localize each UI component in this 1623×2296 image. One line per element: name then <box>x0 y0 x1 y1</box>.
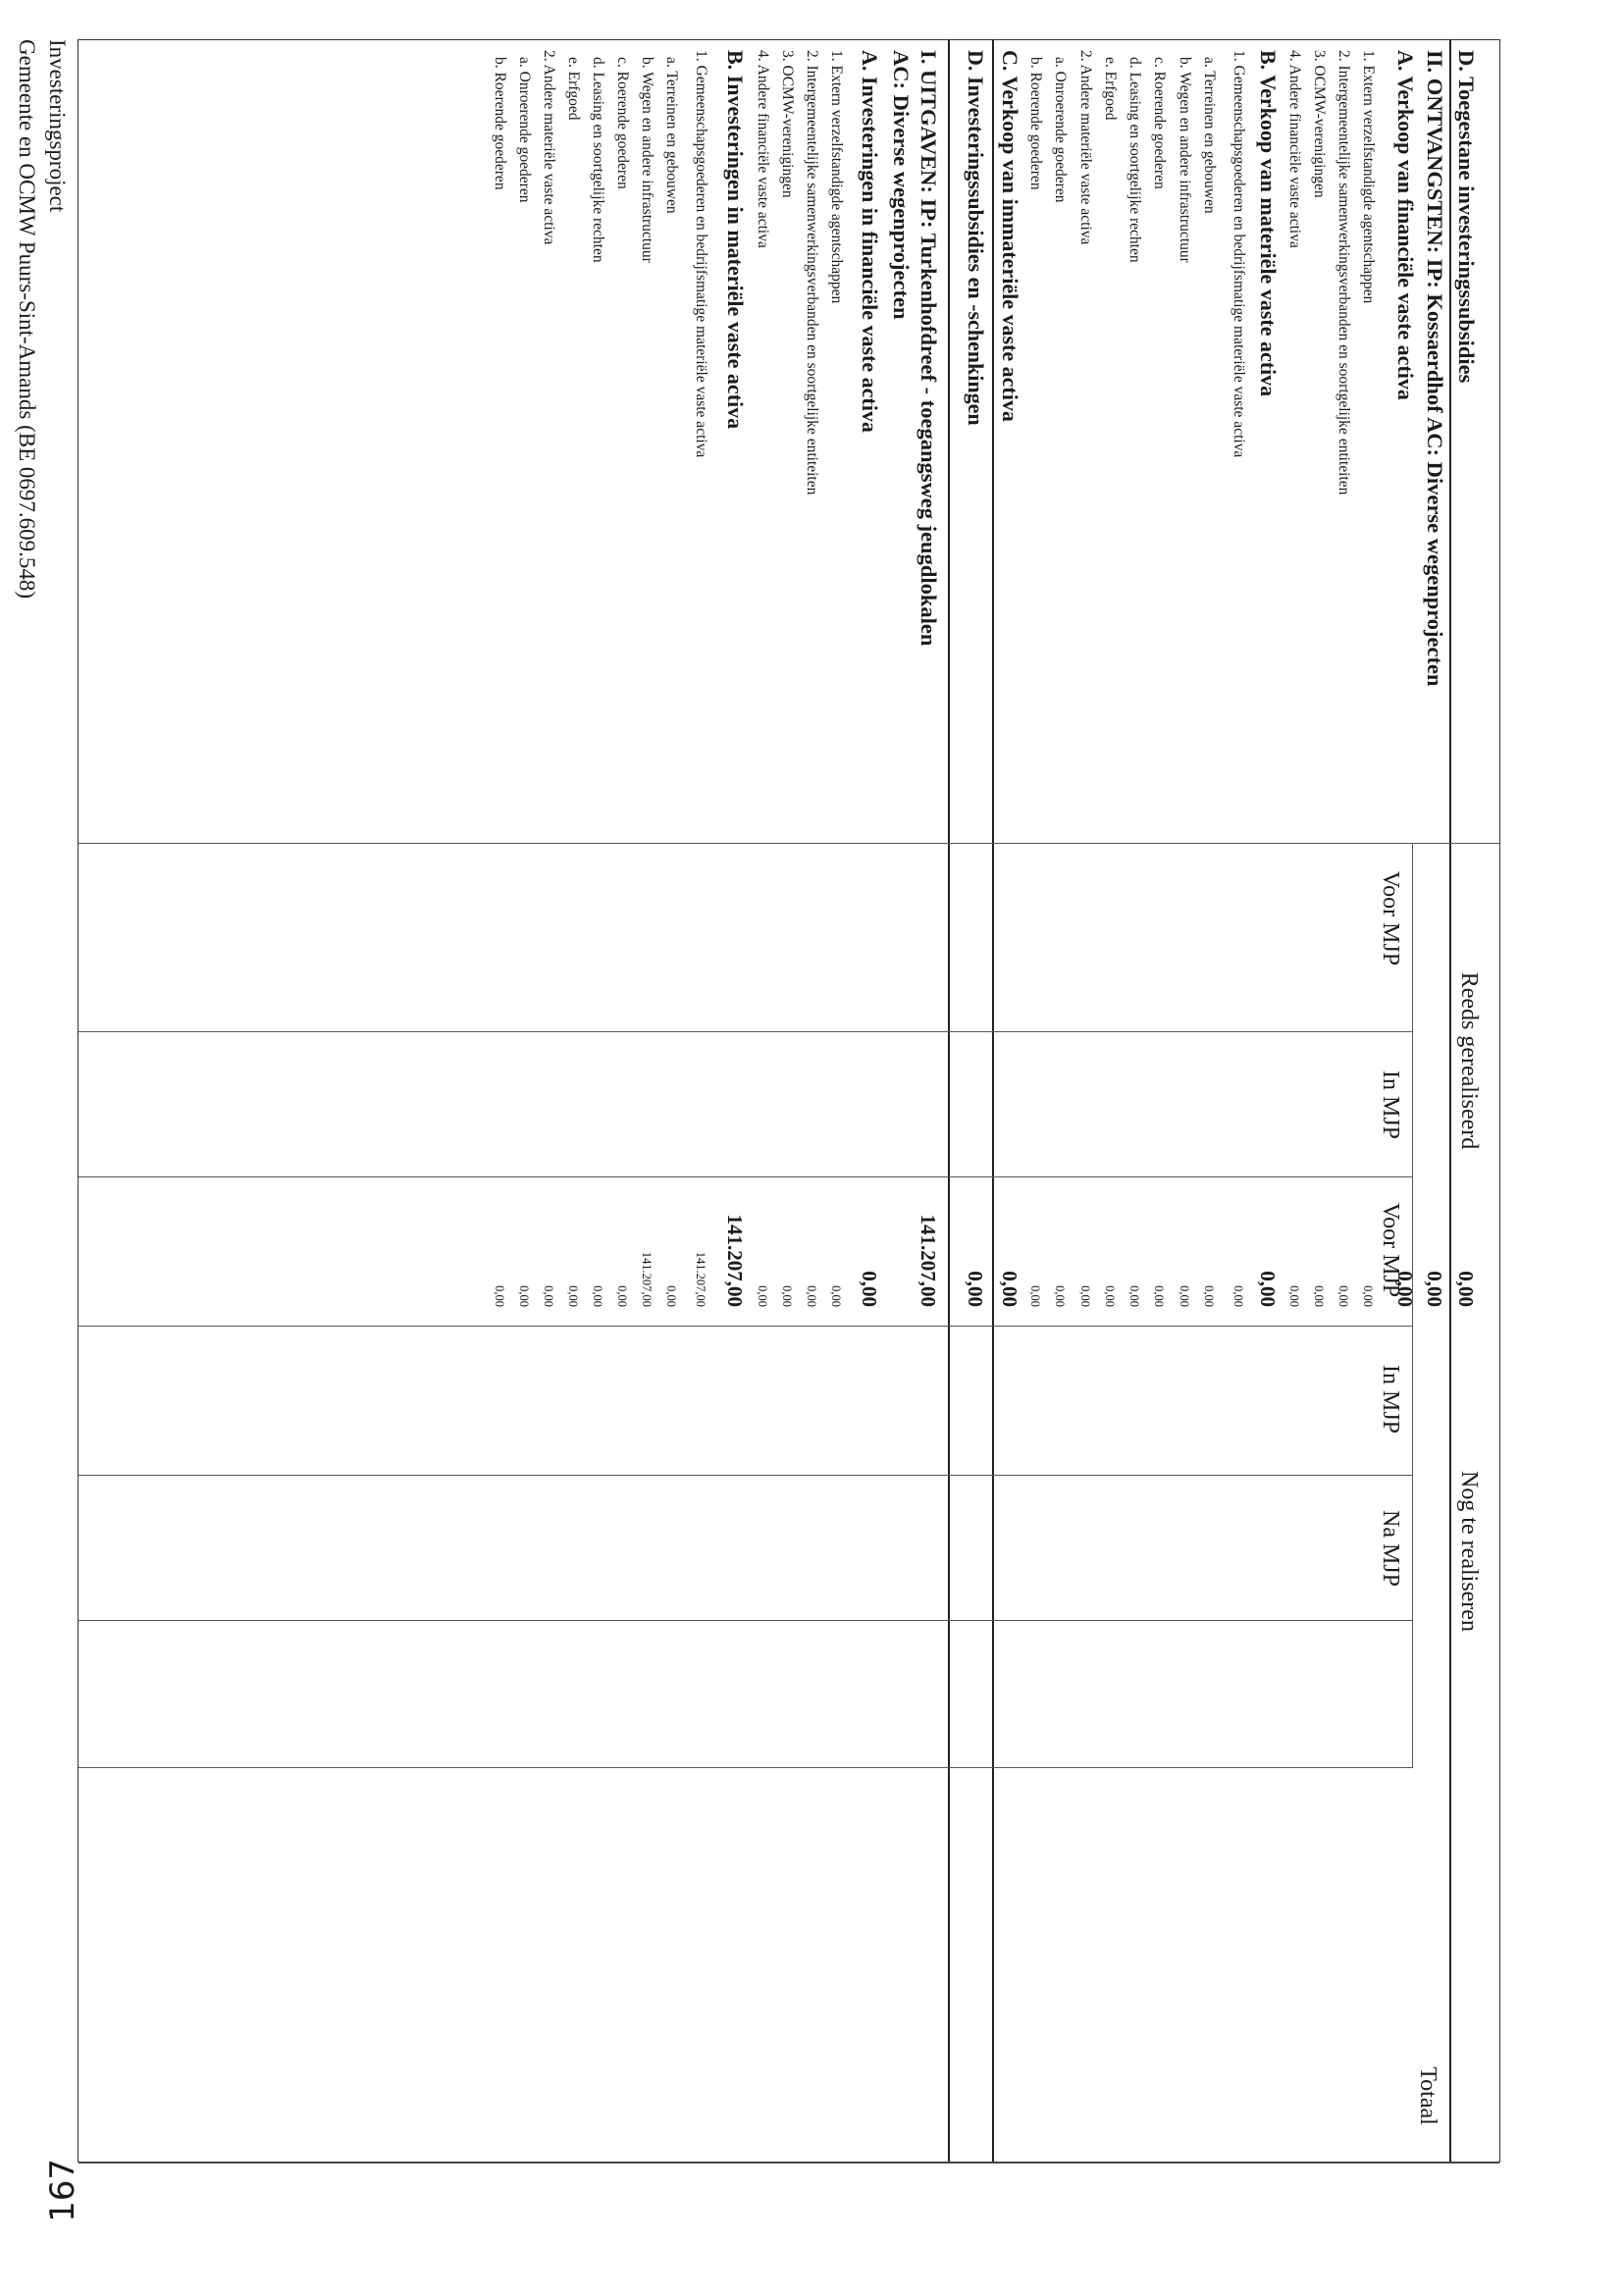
table-column-divider <box>79 1767 1413 1768</box>
row-value-in-mjp: 0,00 <box>1152 1285 1167 1307</box>
row-label: 2. Andere materiële vaste activa <box>541 50 557 245</box>
table-row <box>633 40 660 1313</box>
row-label: D. Toegestane investeringssubsidies <box>1454 50 1479 384</box>
table-row <box>962 40 989 1313</box>
section-separator <box>992 40 994 2162</box>
row-value-in-mjp: 0,00 <box>591 1285 605 1307</box>
row-label: 2. Andere materiële vaste activa <box>1077 50 1094 245</box>
table-row <box>822 40 850 1313</box>
row-label: c. Roerende goederen <box>614 57 631 189</box>
row-value-in-mjp: 0,00 <box>1393 1271 1418 1307</box>
row-value-in-mjp: 0,00 <box>615 1285 630 1307</box>
header-in-mjp-nog: In MJP <box>1378 1364 1403 1435</box>
table-row <box>1305 40 1333 1313</box>
row-value-in-mjp: 0,00 <box>1361 1285 1376 1307</box>
row-label: A. Verkoop van financiële vaste activa <box>1393 50 1418 400</box>
row-label: II. ONTVANGSTEN: IP: Kossaerdhof AC: Diverse wegenprojecten <box>1423 50 1447 687</box>
row-value-in-mjp: 0,00 <box>805 1285 819 1307</box>
row-value-in-mjp: 0,00 <box>1423 1271 1447 1307</box>
table-row <box>1254 40 1282 1313</box>
investment-table <box>78 39 1500 2163</box>
row-label: a. Terreinen en gebouwen <box>1201 57 1218 214</box>
row-label: 1. Gemeenschapsgoederen en bedrijfsmatige materiële vaste activa <box>693 50 709 458</box>
table-row <box>1391 40 1419 1313</box>
row-value-in-mjp: 0,00 <box>1053 1285 1068 1307</box>
header-voor-mjp-reeds: Voor MJP <box>1378 870 1403 966</box>
row-label: d. Leasing en soortgelijke rechten <box>1126 57 1143 263</box>
table-row <box>1046 40 1073 1313</box>
row-label: 2. Intergemeentelijke samenwerkingsverbanden en soortgelijke entiteiten <box>1335 50 1352 496</box>
row-value-in-mjp: 141.207,00 <box>916 1214 941 1307</box>
row-label: e. Erfgoed <box>565 57 582 121</box>
row-label: b. Wegen en andere infrastructuur <box>1177 57 1193 263</box>
table-body <box>79 40 1499 2162</box>
row-value-in-mjp: 0,00 <box>1078 1285 1093 1307</box>
row-label: B. Investeringen in materiële vaste activa <box>723 50 748 430</box>
section-separator <box>1449 40 1451 2162</box>
table-column-divider <box>79 1475 1413 1476</box>
row-label: 1. Extern verzelfstandigde agentschappen <box>828 50 845 304</box>
table-row <box>535 40 562 1313</box>
table-column-divider <box>79 1326 1413 1327</box>
table-row <box>687 40 714 1313</box>
header-na-mjp: Na MJP <box>1378 1509 1403 1587</box>
table-column-divider <box>79 1031 1413 1032</box>
row-label: 1. Gemeenschapsgoederen en bedrijfsmatige materiële vaste activa <box>1230 50 1247 458</box>
row-label: c. Roerende goederen <box>1151 57 1168 189</box>
footer-project-type: Investeringsproject <box>45 39 70 213</box>
row-value-in-mjp: 0,00 <box>1127 1285 1142 1307</box>
row-label: D. Investeringssubsidies en -schenkingen <box>964 50 988 426</box>
table-row <box>721 40 749 1313</box>
table-row <box>510 40 538 1313</box>
row-label: 3. OCMW-verenigingen <box>779 50 796 198</box>
table-row <box>1121 40 1148 1313</box>
row-label: b. Wegen en andere infrastructuur <box>639 57 655 263</box>
row-value-in-mjp: 0,00 <box>1287 1285 1302 1307</box>
row-value-in-mjp: 0,00 <box>1178 1285 1192 1307</box>
row-value-in-mjp: 0,00 <box>756 1285 770 1307</box>
row-value-in-mjp: 0,00 <box>858 1271 882 1307</box>
row-value-in-mjp: 0,00 <box>566 1285 581 1307</box>
row-value-in-mjp: 0,00 <box>1256 1271 1281 1307</box>
row-label: A. Investeringen in financiële vaste activa <box>858 50 882 433</box>
table-column-divider <box>79 843 1499 844</box>
table-row <box>996 40 1023 1313</box>
row-value-in-mjp: 0,00 <box>780 1285 795 1307</box>
row-value-in-mjp: 141.207,00 <box>694 1251 708 1307</box>
table-row <box>773 40 801 1313</box>
table-row <box>1452 40 1480 1313</box>
table-row <box>1330 40 1357 1313</box>
row-label: AC: Diverse wegenprojecten <box>889 50 914 320</box>
row-value-in-mjp: 141.207,00 <box>723 1214 748 1307</box>
table-row <box>887 40 915 1313</box>
table-row <box>1195 40 1223 1313</box>
section-separator <box>948 40 950 2162</box>
table-column-divider <box>79 1176 1413 1177</box>
row-value-in-mjp: 0,00 <box>1028 1285 1043 1307</box>
header-nog-te-realiseren: Nog te realiseren <box>1456 1471 1482 1632</box>
row-label: C. Verkoop van immateriële vaste activa <box>998 50 1022 422</box>
table-row <box>559 40 587 1313</box>
row-value-in-mjp: 0,00 <box>664 1285 679 1307</box>
table-row <box>657 40 685 1313</box>
row-label: 1. Extern verzelfstandigde agentschappen <box>1360 50 1377 304</box>
table-row <box>1072 40 1099 1313</box>
table-row <box>1354 40 1382 1313</box>
header-in-mjp-reeds: In MJP <box>1378 1070 1403 1140</box>
row-value-in-mjp: 0,00 <box>1202 1285 1217 1307</box>
table-row <box>915 40 942 1313</box>
row-label: e. Erfgoed <box>1102 57 1119 121</box>
row-value-in-mjp: 0,00 <box>829 1285 844 1307</box>
row-label: d. Leasing en soortgelijke rechten <box>590 57 606 263</box>
table-column-divider <box>79 1620 1413 1621</box>
table-row <box>749 40 776 1313</box>
row-value-in-mjp: 0,00 <box>493 1285 507 1307</box>
footer-organisation: Gemeente en OCMW Puurs-Sint-Amands (BE 0697.609.548) <box>15 39 39 600</box>
table-row <box>1225 40 1252 1313</box>
row-label: a. Onroerende goederen <box>516 57 533 203</box>
row-value-in-mjp: 0,00 <box>517 1285 532 1307</box>
row-value-in-mjp: 0,00 <box>1312 1285 1327 1307</box>
row-label: 2. Intergemeentelijke samenwerkingsverbanden en soortgelijke entiteiten <box>804 50 820 496</box>
row-value-in-mjp: 0,00 <box>964 1271 988 1307</box>
row-value-in-mjp: 0,00 <box>542 1285 556 1307</box>
row-label: a. Terreinen en gebouwen <box>663 57 680 214</box>
row-value-in-mjp: 0,00 <box>1454 1271 1479 1307</box>
table-row <box>584 40 611 1313</box>
table-row <box>1145 40 1173 1313</box>
table-row <box>1171 40 1198 1313</box>
row-label: b. Roerende goederen <box>492 57 508 190</box>
page-number: 167 <box>43 2159 82 2222</box>
row-value-in-mjp: 0,00 <box>1336 1285 1351 1307</box>
row-value-in-mjp: 0,00 <box>1231 1285 1246 1307</box>
table-row <box>856 40 883 1313</box>
header-reeds-gerealiseerd: Reeds gerealiseerd <box>1456 971 1482 1150</box>
row-label: b. Roerende goederen <box>1027 57 1044 190</box>
header-voor-mjp-nog: Voor MJP <box>1378 1202 1403 1298</box>
table-column-divider <box>79 2163 1499 2164</box>
header-group-divider <box>1412 843 1413 1767</box>
table-row <box>486 40 513 1313</box>
table-row <box>798 40 825 1313</box>
row-value-in-mjp: 0,00 <box>998 1271 1022 1307</box>
table-row <box>608 40 636 1313</box>
header-totaal: Totaal <box>1415 2066 1440 2125</box>
table-row <box>1096 40 1124 1313</box>
row-value-in-mjp: 141.207,00 <box>640 1251 654 1307</box>
table-row <box>1281 40 1308 1313</box>
table-row <box>1421 40 1448 1313</box>
row-label: a. Onroerende goederen <box>1052 57 1069 203</box>
row-value-in-mjp: 0,00 <box>1103 1285 1118 1307</box>
row-label: 4. Andere financiële vaste activa <box>1286 50 1303 248</box>
table-row <box>1021 40 1049 1313</box>
row-label: 4. Andere financiële vaste activa <box>755 50 771 248</box>
row-label: B. Verkoop van materiële vaste activa <box>1256 50 1281 397</box>
row-label: I. UITGAVEN: IP: Turkenhofdreef - toegangsweg jeugdlokalen <box>916 50 941 647</box>
row-label: 3. OCMW-verenigingen <box>1311 50 1328 198</box>
